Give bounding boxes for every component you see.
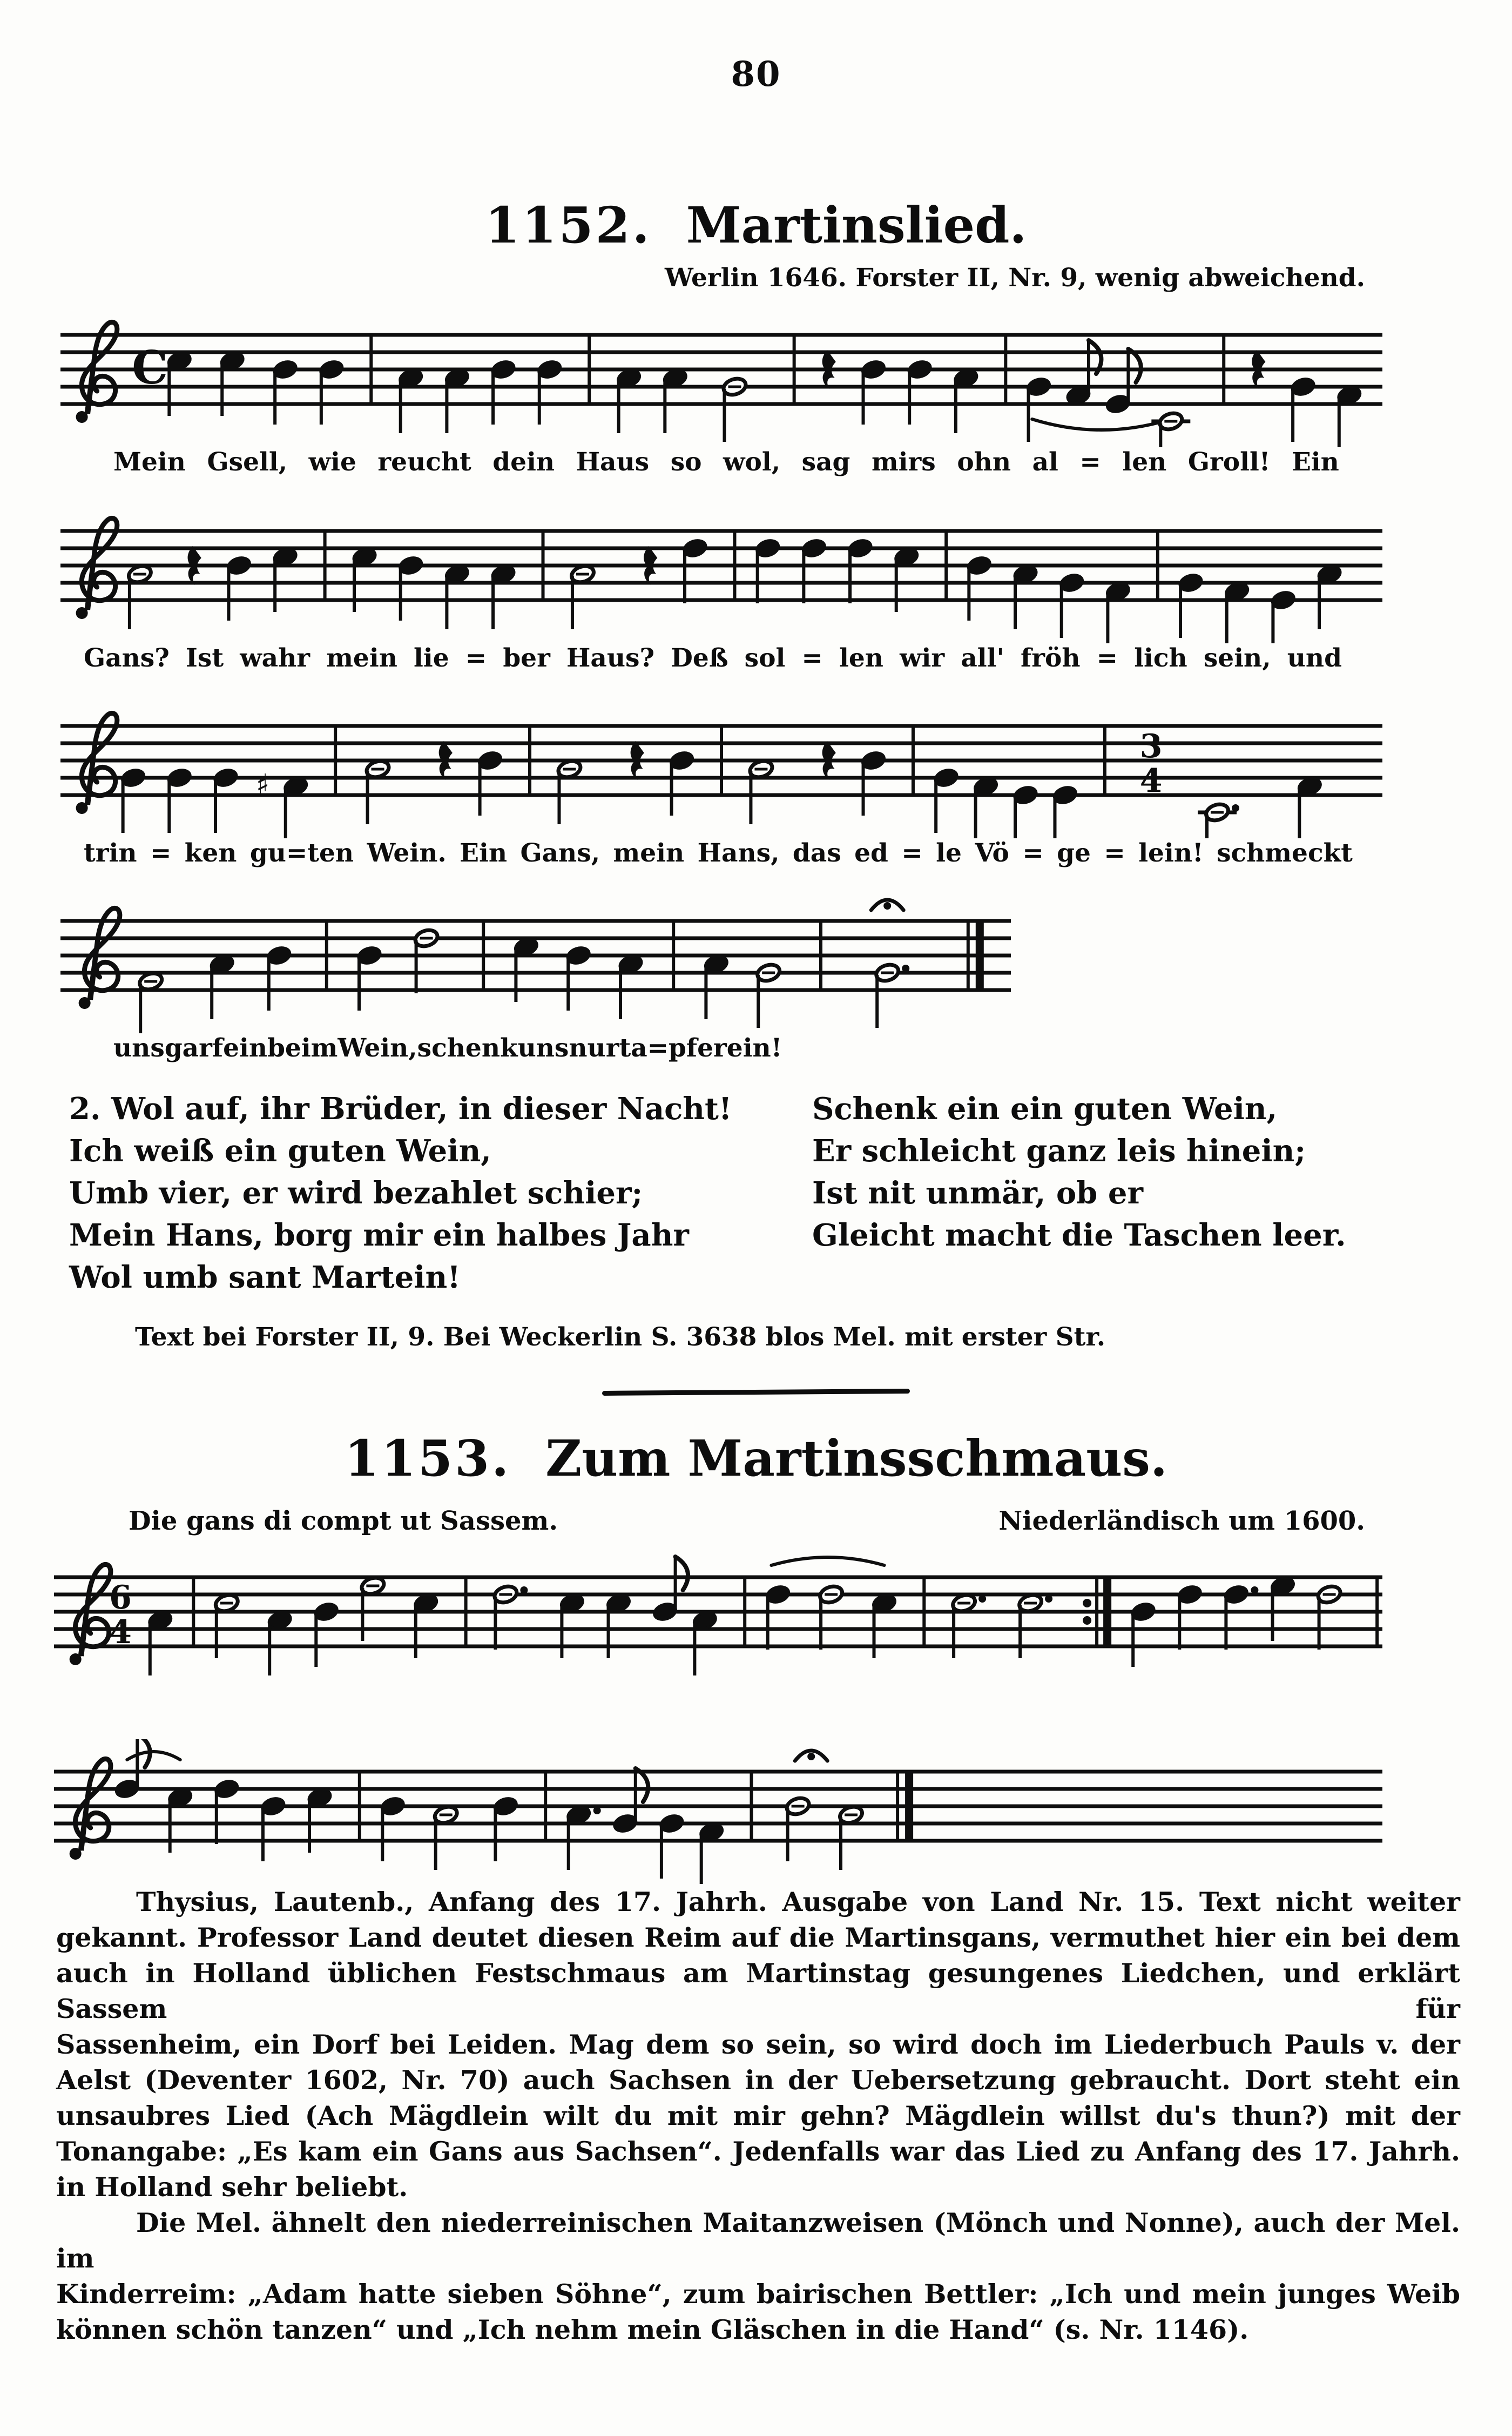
lyric-syllable: dein	[492, 447, 555, 477]
lyrics-1152-line1	[113, 447, 1339, 477]
lyric-syllable: Haus?	[566, 643, 655, 673]
staff-1152-line1	[60, 302, 1382, 447]
lyric-syllable: Hans,	[697, 838, 780, 868]
lyric-syllable: Mein	[113, 447, 186, 477]
commentary-line: Die Mel. ähnelt den niederreinischen Maitanzweisen (Mönch und Nonne), auch der Mel. im	[56, 2207, 1460, 2274]
lyric-syllable: ed	[854, 838, 888, 868]
verse-line: Umb vier, er wird bezahlet schier;	[69, 1175, 643, 1211]
verse-2-block	[0, 1088, 1512, 1298]
lyric-syllable: =	[150, 838, 172, 868]
lyric-syllable: le	[936, 838, 962, 868]
commentary-line: Sassenheim, ein Dorf bei Leiden. Mag dem so sein, so wird doch im Liederbuch Pauls v. der	[56, 2029, 1460, 2060]
section-divider-rule	[602, 1389, 910, 1396]
staff-1153-line1	[54, 1545, 1382, 1690]
lyric-syllable: wahr	[240, 643, 310, 673]
lyric-syllable: sol	[744, 643, 786, 673]
lyric-syllable: Gans,	[520, 838, 600, 868]
lyric-syllable: Wein.	[367, 838, 447, 868]
music-staff-1152-4	[60, 889, 1512, 1033]
lyric-syllable: =	[465, 643, 487, 673]
commentary-line: gekannt. Professor Land deutet diesen Reim auf die Martinsgans, vermuthet hier ein bei dem	[56, 1922, 1460, 1953]
song-1153-number: 1153.	[345, 1429, 511, 1488]
lyric-syllable: beim	[267, 1033, 338, 1063]
lyric-syllable: wie	[308, 447, 356, 477]
verse-2-left-column	[69, 1088, 787, 1298]
lyric-syllable: ein!	[726, 1033, 782, 1063]
lyric-syllable: =	[647, 1033, 669, 1063]
lyric-syllable: sein,	[1203, 643, 1271, 673]
lyric-syllable: Groll!	[1187, 447, 1271, 477]
lyric-syllable: al	[1032, 447, 1058, 477]
lyric-syllable: mein	[326, 643, 397, 673]
lyric-syllable: schenk	[417, 1033, 518, 1063]
lyric-syllable: Gsell,	[207, 447, 288, 477]
song-1153-title: Zum Martinsschmaus.	[545, 1429, 1167, 1488]
lyric-syllable: Wein,	[338, 1033, 417, 1063]
lyrics-1152-line2	[84, 643, 1342, 673]
music-staff-1153-2	[54, 1739, 1512, 1884]
lyric-syllable: schmeckt	[1217, 838, 1353, 868]
lyric-syllable: =	[1022, 838, 1044, 868]
lyric-syllable: so	[670, 447, 702, 477]
lyric-syllable: sag	[801, 447, 850, 477]
song-1153-caption-right: Niederländisch um 1600.	[998, 1506, 1365, 1536]
commentary-line: unsaubres Lied (Ach Mägdlein wilt du mit mir gehn? Mägdlein willst du's thun?) mit der	[56, 2100, 1460, 2131]
song-1152-source-line: Werlin 1646. Forster II, Nr. 9, wenig abweichend.	[665, 263, 1365, 293]
lyric-syllable: gu=ten	[249, 838, 354, 868]
lyric-syllable: fein	[212, 1033, 268, 1063]
lyric-syllable: lich	[1134, 643, 1187, 673]
song-1152-number: 1152.	[485, 196, 652, 254]
lyric-syllable: Ein	[460, 838, 508, 868]
verse-line: Wol umb sant Martein!	[69, 1260, 461, 1295]
lyric-syllable: nur	[569, 1033, 619, 1063]
song-1152-footnote: Text bei Forster II, 9. Bei Weckerlin S. 3638 blos Mel. mit erster Str.	[135, 1322, 1106, 1352]
svg-text:♯: ♯	[255, 769, 270, 801]
commentary-line: Aelst (Deventer 1602, Nr. 70) auch Sachsen in der Uebersetzung gebraucht. Dort steht ein	[56, 2064, 1460, 2096]
lyric-syllable: und	[1287, 643, 1342, 673]
music-staff-1152-3	[60, 694, 1512, 838]
staff-1152-line3	[60, 694, 1382, 838]
svg-text:3: 3	[1139, 728, 1163, 765]
lyric-syllable: Deß	[671, 643, 728, 673]
svg-text:4: 4	[1139, 762, 1163, 800]
lyric-syllable: Haus	[576, 447, 650, 477]
lyric-syllable: fröh	[1021, 643, 1081, 673]
song-1152-title: Martinslied.	[686, 196, 1027, 254]
staff-1153-line2	[54, 1739, 1382, 1884]
lyric-syllable: len	[1122, 447, 1167, 477]
lyric-syllable: Vö	[975, 838, 1009, 868]
commentary-line: Tonangabe: „Es kam ein Gans aus Sachsen“. Jedenfalls war das Lied zu Anfang des 17. Jahrh.	[56, 2136, 1460, 2167]
song-1153-caption-left: Die gans di compt ut Sassem.	[129, 1506, 558, 1536]
commentary-line: können schön tanzen“ und „Ich nehm mein Gläschen in die Hand“ (s. Nr. 1146).	[56, 2314, 1249, 2345]
lyric-syllable: wol,	[723, 447, 781, 477]
lyric-syllable: =	[901, 838, 923, 868]
lyric-syllable: ge	[1057, 838, 1091, 868]
svg-text:6: 6	[109, 1579, 132, 1617]
verse-line: Gleicht macht die Taschen leer.	[812, 1217, 1346, 1253]
song-1153-captions	[0, 1506, 1512, 1536]
music-staff-1152-2	[60, 499, 1512, 643]
lyric-syllable: all'	[961, 643, 1004, 673]
svg-text:4: 4	[109, 1613, 132, 1651]
commentary-line: Thysius, Lautenb., Anfang des 17. Jahrh. Ausgabe von Land Nr. 15. Text nicht weiter	[136, 1886, 1460, 1917]
staff-1152-line4	[60, 889, 1011, 1033]
lyric-syllable: das	[792, 838, 841, 868]
lyrics-1152-line4	[113, 1033, 782, 1063]
page-number: 80	[731, 54, 781, 95]
lyric-syllable: ber	[503, 643, 550, 673]
commentary-line: Kinderreim: „Adam hatte sieben Söhne“, zum bairischen Bettler: „Ich und mein junges Weib	[56, 2278, 1460, 2310]
song-1153-commentary-paragraph-1	[56, 1884, 1460, 2205]
lyric-syllable: trin	[84, 838, 137, 868]
lyric-syllable: =	[801, 643, 823, 673]
staff-1152-line2	[60, 499, 1382, 643]
lyric-syllable: ken	[184, 838, 237, 868]
lyric-syllable: gar	[164, 1033, 212, 1063]
verse-line: 2. Wol auf, ihr Brüder, in dieser Nacht!	[69, 1091, 732, 1127]
verse-line: Schenk ein ein guten Wein,	[812, 1091, 1278, 1127]
lyric-syllable: Ein	[1291, 447, 1339, 477]
lyric-syllable: uns	[517, 1033, 569, 1063]
lyric-syllable: =	[1104, 838, 1125, 868]
lyrics-1152-line3	[84, 838, 1353, 868]
verse-line: Mein Hans, borg mir ein halbes Jahr	[69, 1217, 689, 1253]
song-1153-heading	[0, 1429, 1512, 1488]
lyric-syllable: uns	[113, 1033, 165, 1063]
lyric-syllable: ohn	[957, 447, 1011, 477]
commentary-line: in Holland sehr beliebt.	[56, 2171, 408, 2203]
song-1153-commentary-paragraph-2	[56, 2205, 1460, 2347]
lyric-syllable: lie	[414, 643, 449, 673]
verse-line: Ich weiß ein guten Wein,	[69, 1133, 491, 1169]
lyric-syllable: reucht	[377, 447, 471, 477]
lyric-syllable: lein!	[1138, 838, 1204, 868]
lyric-syllable: =	[1079, 447, 1101, 477]
lyric-syllable: len	[839, 643, 883, 673]
lyric-syllable: mirs	[871, 447, 936, 477]
lyric-syllable: =	[1096, 643, 1118, 673]
music-staff-1153-1	[54, 1545, 1512, 1690]
lyric-syllable: pfer	[669, 1033, 727, 1063]
commentary-line: auch in Holland üblichen Festschmaus am Martinstag gesungenes Liedchen, und erklärt Sassem für	[56, 1957, 1460, 2024]
lyric-syllable: Gans?	[84, 643, 170, 673]
lyric-syllable: Ist	[185, 643, 224, 673]
music-staff-1152-1	[60, 302, 1512, 447]
lyric-syllable: mein	[613, 838, 685, 868]
lyric-syllable: wir	[900, 643, 945, 673]
verse-line: Ist nit unmär, ob er	[812, 1175, 1143, 1211]
lyric-syllable: ta	[619, 1033, 647, 1063]
verse-2-right-column	[812, 1088, 1471, 1298]
verse-line: Er schleicht ganz leis hinein;	[812, 1133, 1306, 1169]
svg-text:C: C	[132, 341, 168, 394]
song-1152-heading	[0, 196, 1512, 254]
